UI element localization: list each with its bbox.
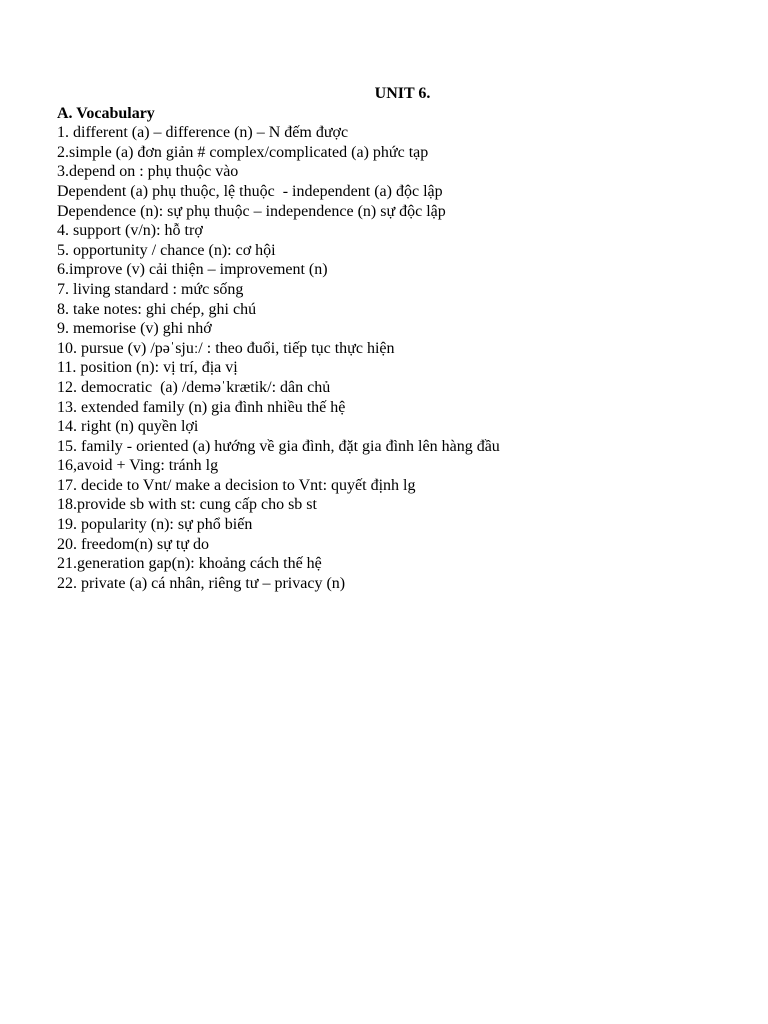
vocab-line: 8. take notes: ghi chép, ghi chú [57,300,257,318]
vocab-line: Dependence (n): sự phụ thuộc – independence (n) sự độc lập [57,202,446,220]
vocab-line: 12. democratic (a) /deməˈkrætik/: dân chủ [57,378,331,396]
vocab-line: 20. freedom(n) sự tự do [57,535,209,553]
vocab-line: 5. opportunity / chance (n): cơ hội [57,241,276,259]
vocab-line: Dependent (a) phụ thuộc, lệ thuộc - independent (a) độc lập [57,182,443,200]
vocab-line: 11. position (n): vị trí, địa vị [57,359,238,377]
vocab-line: 22. private (a) cá nhân, riêng tư – privacy (n) [57,574,346,592]
vocab-line: 15. family - oriented (a) hướng về gia đình, đặt gia đình lên hàng đầu [57,437,500,455]
vocab-line: 17. decide to Vnt/ make a decision to Vnt: quyết định lg [57,476,416,494]
vocab-line: 21.generation gap(n): khoảng cách thế hệ [57,555,322,573]
vocab-line: 13. extended family (n) gia đình nhiều thế hệ [57,398,346,416]
vocab-line: 9. memorise (v) ghi nhớ [57,320,212,338]
vocab-line: 2.simple (a) đơn giản # complex/complicated (a) phức tạp [57,143,429,161]
vocab-line: 4. support (v/n): hỗ trợ [57,222,203,240]
vocab-line: 19. popularity (n): sự phổ biến [57,516,253,534]
vocab-line: 6.improve (v) cải thiện – improvement (n) [57,261,328,279]
document-body [57,104,757,594]
page-title: UNIT 6. [374,85,431,102]
vocab-line: 7. living standard : mức sống [57,280,244,298]
vocab-line: 18.provide sb with st: cung cấp cho sb st [57,496,317,514]
vocab-line: 10. pursue (v) /pəˈsjuː/ : theo đuổi, tiếp tục thực hiện [57,339,395,357]
vocab-line: 16,avoid + Ving: tránh lg [57,457,219,475]
vocab-line: 14. right (n) quyền lợi [57,418,199,436]
vocab-line: 3.depend on : phụ thuộc vào [57,163,239,181]
vocab-line: 1. different (a) – difference (n) – N đếm được [57,124,349,142]
section-heading: A. Vocabulary [57,104,155,122]
